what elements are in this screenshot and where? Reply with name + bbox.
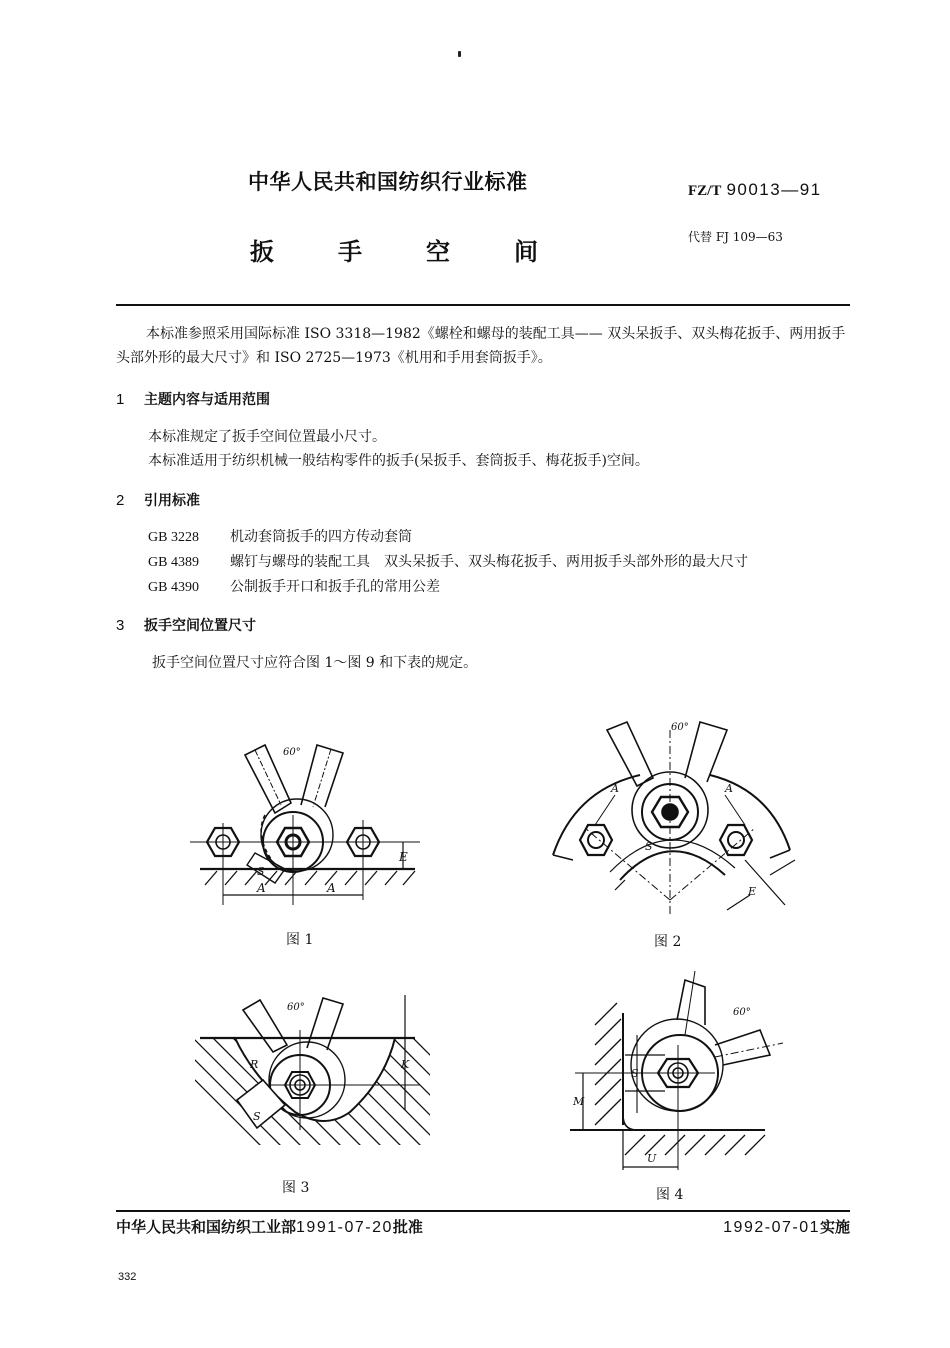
page-number: 332 [118, 1271, 137, 1283]
svg-text:U: U [647, 1152, 657, 1165]
title-char: 空 [426, 238, 450, 266]
figure-1-drawing [185, 735, 425, 910]
figure-2-caption: 图 2 [654, 934, 682, 950]
figure-3-caption: 图 3 [282, 1180, 310, 1196]
effective-date: 1992-07-01 [723, 1219, 820, 1236]
reference-row [148, 551, 748, 571]
svg-text:M: M [573, 1095, 585, 1108]
replaces-note: 代替 FJ 109—63 [688, 230, 783, 244]
standard-code-prefix: FZ/T [688, 183, 722, 199]
section-title: 引用标准 [144, 493, 200, 509]
svg-text:60°: 60° [671, 722, 689, 733]
standard-code [688, 180, 822, 200]
svg-text:60°: 60° [287, 1002, 305, 1013]
section-title: 主题内容与适用范围 [144, 392, 270, 408]
title-char: 扳 [250, 238, 274, 266]
section-3-para-1: 扳手空间位置尺寸应符合图 1～图 9 和下表的规定。 [152, 655, 478, 671]
svg-text:E: E [399, 850, 408, 864]
figure-3-drawing [195, 980, 430, 1145]
standard-title [250, 232, 602, 267]
figure-4-drawing [565, 965, 790, 1175]
title-char: 间 [514, 238, 538, 266]
effective-line [723, 1216, 850, 1237]
reference-title: 螺钉与螺母的装配工具 双头呆扳手、双头梅花扳手、两用扳手头部外形的最大尺寸 [230, 554, 748, 570]
svg-text:S: S [645, 840, 653, 853]
title-char: 手 [338, 238, 362, 266]
footer-divider [116, 1210, 850, 1212]
svg-text:A: A [257, 881, 266, 895]
standard-code-number: 90013—91 [726, 180, 822, 199]
label-s: S [257, 865, 265, 878]
svg-text:A: A [327, 881, 336, 895]
reference-code: GB 4390 [148, 580, 199, 595]
figure-1-caption: 图 1 [286, 932, 314, 948]
reference-title: 公制扳手开口和扳手孔的常用公差 [230, 579, 440, 595]
approval-line [116, 1216, 423, 1237]
section-1-para-2: 本标准适用于纺织机械一般结构零件的扳手(呆扳手、套筒扳手、梅花扳手)空间。 [148, 453, 649, 469]
section-number: 3 [116, 617, 125, 634]
section-number: 2 [116, 492, 125, 509]
approval-date: 1991-07-20 [296, 1219, 393, 1236]
reference-row [148, 576, 440, 596]
figure-2-drawing [545, 710, 800, 925]
section-3-heading [116, 615, 256, 635]
svg-text:A: A [611, 782, 619, 795]
svg-text:S: S [631, 1067, 639, 1080]
svg-text:E: E [748, 885, 757, 898]
speck-mark [458, 51, 461, 57]
header-divider [116, 304, 850, 306]
effective-suffix: 实施 [819, 1218, 850, 1236]
section-2-heading [116, 490, 200, 510]
issuer-title: 中华人民共和国纺织行业标准 [248, 170, 528, 194]
svg-text:60°: 60° [733, 1007, 751, 1018]
svg-text:K: K [401, 1058, 410, 1071]
intro-paragraph: 本标准参照采用国际标准 ISO 3318—1982《螺栓和螺母的装配工具—— 双头呆扳手、双头梅花扳手、两用扳手头部外形的最大尺寸》和 ISO 2725—1973《机用和手用套筒扳手》。 [116, 326, 846, 366]
svg-text:A: A [725, 782, 733, 795]
svg-text:60°: 60° [283, 747, 301, 758]
figure-4-caption: 图 4 [656, 1187, 684, 1203]
svg-text:R: R [250, 1058, 259, 1071]
reference-row [148, 526, 412, 546]
reference-title: 机动套筒扳手的四方传动套筒 [230, 529, 412, 545]
section-number: 1 [116, 391, 125, 408]
section-1-heading [116, 389, 270, 409]
section-1-para-1: 本标准规定了扳手空间位置最小尺寸。 [148, 429, 386, 445]
section-title: 扳手空间位置尺寸 [144, 618, 256, 634]
svg-text:S: S [253, 1110, 261, 1123]
approval-suffix: 批准 [392, 1218, 423, 1236]
reference-code: GB 4389 [148, 555, 199, 570]
approver: 中华人民共和国纺织工业部 [116, 1218, 297, 1236]
reference-code: GB 3228 [148, 530, 199, 545]
